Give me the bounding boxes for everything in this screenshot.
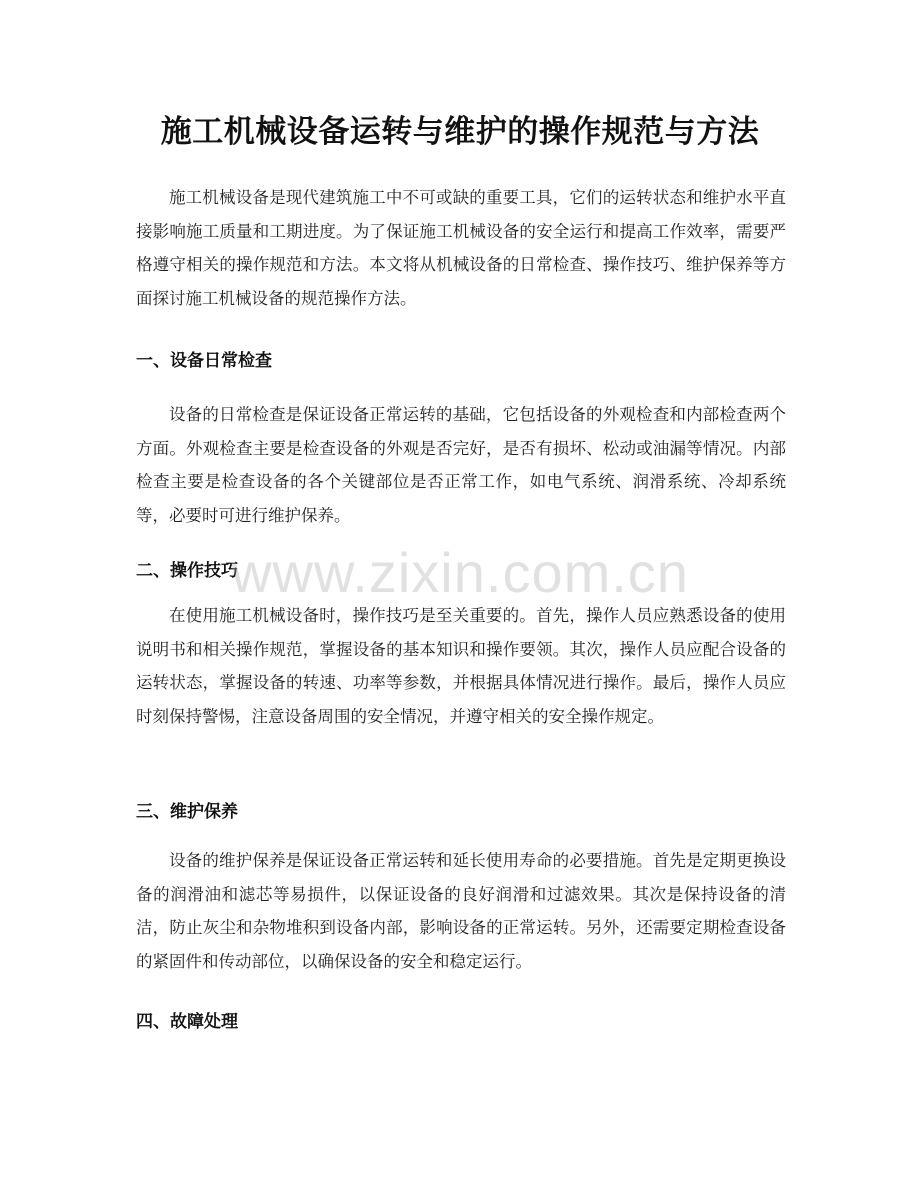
section-heading-operation-skills: 二、操作技巧 — [136, 561, 238, 581]
document-title: 施工机械设备运转与维护的操作规范与方法 — [160, 114, 760, 150]
intro-paragraph: 施工机械设备是现代建筑施工中不可或缺的重要工具，它们的运转状态和维护水平直接影响施工质量和工期进度。为了保证施工机械设备的安全运行和提高工作效率，需要严格遵守相关的操作规范和方法。本文将从机械设备的日常检查、操作技巧、维护保养等方面探讨施工机械设备的规范操作方法。 — [136, 188, 786, 308]
section-heading-daily-inspection: 一、设备日常检查 — [136, 351, 272, 371]
section-body-maintenance: 设备的维护保养是保证设备正常运转和延长使用寿命的必要措施。首先是定期更换设备的润滑油和滤芯等易损件，以保证设备的良好润滑和过滤效果。其次是保持设备的清洁，防止灰尘和杂物堆积到设备内部，影响设备的正常运转。另外，还需要定期检查设备的紧固件和传动部位，以确保设备的安全和稳定运行。 — [136, 851, 786, 971]
section-body-operation-skills: 在使用施工机械设备时，操作技巧是至关重要的。首先，操作人员应熟悉设备的使用说明书和相关操作规范，掌握设备的基本知识和操作要领。其次，操作人员应配合设备的运转状态，掌握设备的转速、功率等参数，并根据具体情况进行操作。最后，操作人员应时刻保持警惕，注意设备周围的安全情况，并遵守相关的安全操作规定。 — [136, 606, 786, 726]
section-heading-maintenance: 三、维护保养 — [136, 802, 238, 822]
watermark: www.zixin.com.cn — [231, 541, 689, 604]
section-heading-fault-handling: 四、故障处理 — [136, 1012, 238, 1032]
section-body-daily-inspection: 设备的日常检查是保证设备正常运转的基础，它包括设备的外观检查和内部检查两个方面。外观检查主要是检查设备的外观是否完好，是否有损坏、松动或油漏等情况。内部检查主要是检查设备的各个关键部位是否正常工作，如电气系统、润滑系统、冷却系统等，必要时可进行维护保养。 — [136, 405, 786, 525]
